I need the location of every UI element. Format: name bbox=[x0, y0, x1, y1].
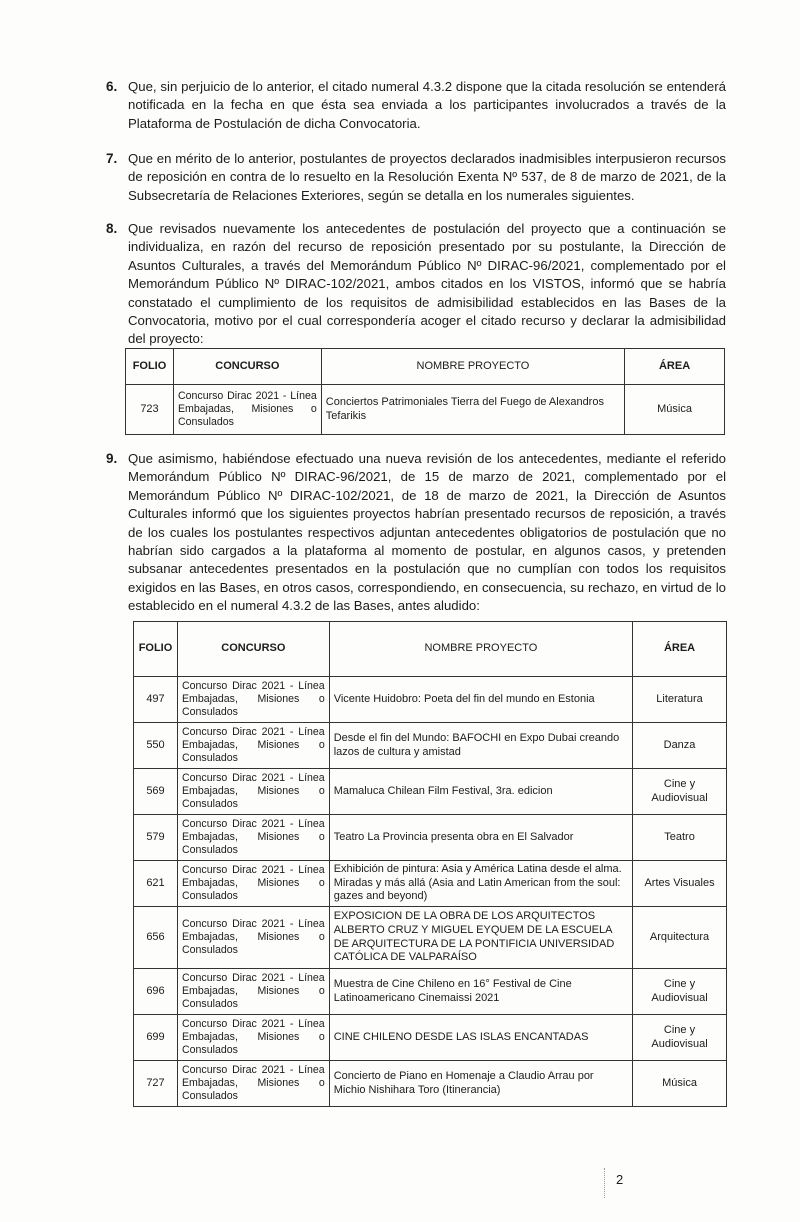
table-row bbox=[134, 1015, 727, 1061]
area-cell: Cine y Audiovisual bbox=[633, 1015, 727, 1061]
nombre-cell: Concierto de Piano en Homenaje a Claudio Arrau por Michio Nishihara Toro (Itinerancia) bbox=[329, 1061, 632, 1107]
nombre-header: NOMBRE PROYECTO bbox=[329, 622, 632, 677]
folio-cell: 550 bbox=[134, 723, 178, 769]
folio-cell: 656 bbox=[134, 907, 178, 969]
concurso-cell: Concurso Dirac 2021 - Línea Embajadas, Misiones o Consulados bbox=[177, 769, 329, 815]
table-header-row bbox=[134, 622, 727, 677]
rejected-projects-table bbox=[133, 621, 727, 1107]
nombre-cell: Mamaluca Chilean Film Festival, 3ra. edicion bbox=[329, 769, 632, 815]
area-cell: Artes Visuales bbox=[633, 861, 727, 907]
paragraph-number: 8. bbox=[106, 221, 118, 236]
table-header-row bbox=[126, 349, 725, 385]
paragraph-number: 9. bbox=[106, 451, 118, 466]
folio-cell: 723 bbox=[126, 385, 174, 435]
concurso-header: CONCURSO bbox=[177, 622, 329, 677]
area-header: ÁREA bbox=[633, 622, 727, 677]
table-row bbox=[134, 969, 727, 1015]
folio-header: FOLIO bbox=[126, 349, 174, 385]
table-row bbox=[134, 815, 727, 861]
concurso-cell: Concurso Dirac 2021 - Línea Embajadas, Misiones o Consulados bbox=[177, 861, 329, 907]
page-number: 2 bbox=[616, 1172, 624, 1187]
table-row bbox=[134, 723, 727, 769]
concurso-cell: Concurso Dirac 2021 - Línea Embajadas, Misiones o Consulados bbox=[177, 1061, 329, 1107]
area-cell: Arquitectura bbox=[633, 907, 727, 969]
nombre-cell: CINE CHILENO DESDE LAS ISLAS ENCANTADAS bbox=[329, 1015, 632, 1061]
folio-cell: 569 bbox=[134, 769, 178, 815]
nombre-cell: Teatro La Provincia presenta obra en El Salvador bbox=[329, 815, 632, 861]
nombre-cell: Conciertos Patrimoniales Tierra del Fuego de Alexandros Tefarikis bbox=[321, 385, 624, 435]
concurso-cell: Concurso Dirac 2021 - Línea Embajadas, Misiones o Consulados bbox=[177, 723, 329, 769]
table-row bbox=[134, 1061, 727, 1107]
folio-cell: 699 bbox=[134, 1015, 178, 1061]
concurso-cell: Concurso Dirac 2021 - Línea Embajadas, Misiones o Consulados bbox=[177, 1015, 329, 1061]
table-row bbox=[134, 769, 727, 815]
table-row bbox=[134, 677, 727, 723]
area-cell: Música bbox=[633, 1061, 727, 1107]
nombre-header: NOMBRE PROYECTO bbox=[321, 349, 624, 385]
margin-stamp-line bbox=[604, 1168, 607, 1198]
area-cell: Teatro bbox=[633, 815, 727, 861]
area-cell: Literatura bbox=[633, 677, 727, 723]
concurso-header: CONCURSO bbox=[173, 349, 321, 385]
concurso-cell: Concurso Dirac 2021 - Línea Embajadas, Misiones o Consulados bbox=[177, 907, 329, 969]
paragraph-7: Que en mérito de lo anterior, postulantes de proyectos declarados inadmisibles interpusieron recursos de reposición en contra de lo resuelto en la Resolución Exenta Nº 537, de 8 de marzo de 2021, de la Subsecretaría de Relaciones Exteriores, según se detalla en los numerales siguientes. bbox=[128, 151, 726, 203]
paragraph-number: 7. bbox=[106, 151, 118, 166]
paragraph-9: Que asimismo, habiéndose efectuado una nueva revisión de los antecedentes, mediante el referido Memorándum Público Nº DIRAC-96/2021, de 15 de marzo de 2021, complementado por el Memorándum Público Nº DIRAC-102/2021, de 18 de marzo de 2021, la Dirección de Asuntos Culturales informó que los siguientes proyectos habrían presentado recursos de reposición, a través de los cuales los postulantes respectivos adjuntan antecedentes obligatorios de postulación que no habrían sido cargados a la plataforma al momento de postular, en algunos casos, y pretenden subsanar antecedentes presentados en la postulación que no cumplían con todos los requisitos exigidos en las Bases, en otros casos, correspondiendo, en consecuencia, su rechazo, en virtud de lo establecido en el numeral 4.3.2 de las Bases, antes aludido: bbox=[128, 451, 726, 614]
concurso-cell: Concurso Dirac 2021 - Línea Embajadas, Misiones o Consulados bbox=[177, 815, 329, 861]
paragraph-6: Que, sin perjuicio de lo anterior, el citado numeral 4.3.2 dispone que la citada resolución se entenderá notificada en la fecha en que ésta sea enviada a los participantes involucrados a través de la Plataforma de Postulación de dicha Convocatoria. bbox=[128, 79, 726, 131]
table-row bbox=[126, 385, 725, 435]
folio-cell: 497 bbox=[134, 677, 178, 723]
folio-cell: 579 bbox=[134, 815, 178, 861]
table-row bbox=[134, 861, 727, 907]
concurso-cell: Concurso Dirac 2021 - Línea Embajadas, Misiones o Consulados bbox=[177, 969, 329, 1015]
area-cell: Danza bbox=[633, 723, 727, 769]
admissible-projects-table bbox=[125, 348, 725, 435]
table-row bbox=[134, 907, 727, 969]
concurso-cell: Concurso Dirac 2021 - Línea Embajadas, Misiones o Consulados bbox=[177, 677, 329, 723]
area-cell: Música bbox=[625, 385, 725, 435]
nombre-cell: Desde el fin del Mundo: BAFOCHI en Expo Dubai creando lazos de cultura y amistad bbox=[329, 723, 632, 769]
nombre-cell: EXPOSICION DE LA OBRA DE LOS ARQUITECTOS ALBERTO CRUZ Y MIGUEL EYQUEM DE LA ESCUELA DE ARQUITECTURA DE LA PONTIFICIA UNIVERSIDAD CATÓLICA DE VALPARAÍSO bbox=[329, 907, 632, 969]
area-header: ÁREA bbox=[625, 349, 725, 385]
nombre-cell: Exhibición de pintura: Asia y América Latina desde el alma. Miradas y más allá (Asia and Latin American from the soul: gazes and beyond) bbox=[329, 861, 632, 907]
folio-header: FOLIO bbox=[134, 622, 178, 677]
nombre-cell: Muestra de Cine Chileno en 16° Festival de Cine Latinoamericano Cinemaissi 2021 bbox=[329, 969, 632, 1015]
folio-cell: 727 bbox=[134, 1061, 178, 1107]
area-cell: Cine y Audiovisual bbox=[633, 969, 727, 1015]
nombre-cell: Vicente Huidobro: Poeta del fin del mundo en Estonia bbox=[329, 677, 632, 723]
area-cell: Cine y Audiovisual bbox=[633, 769, 727, 815]
paragraph-8: Que revisados nuevamente los antecedentes de postulación del proyecto que a continuación se individualiza, en razón del recurso de reposición presentado por su postulante, la Dirección de Asuntos Culturales, a través del Memorándum Público Nº DIRAC-96/2021, complementado por el Memorándum Público Nº DIRAC-102/2021, ambos citados en los VISTOS, informó que se habría constatado el cumplimiento de los requisitos de admisibilidad establecidos en las Bases de la Convocatoria, motivo por el cual correspondería acoger el citado recurso y declarar la admisibilidad del proyecto: bbox=[128, 221, 726, 347]
concurso-cell: Concurso Dirac 2021 - Línea Embajadas, Misiones o Consulados bbox=[173, 385, 321, 435]
folio-cell: 696 bbox=[134, 969, 178, 1015]
folio-cell: 621 bbox=[134, 861, 178, 907]
paragraph-number: 6. bbox=[106, 79, 118, 94]
